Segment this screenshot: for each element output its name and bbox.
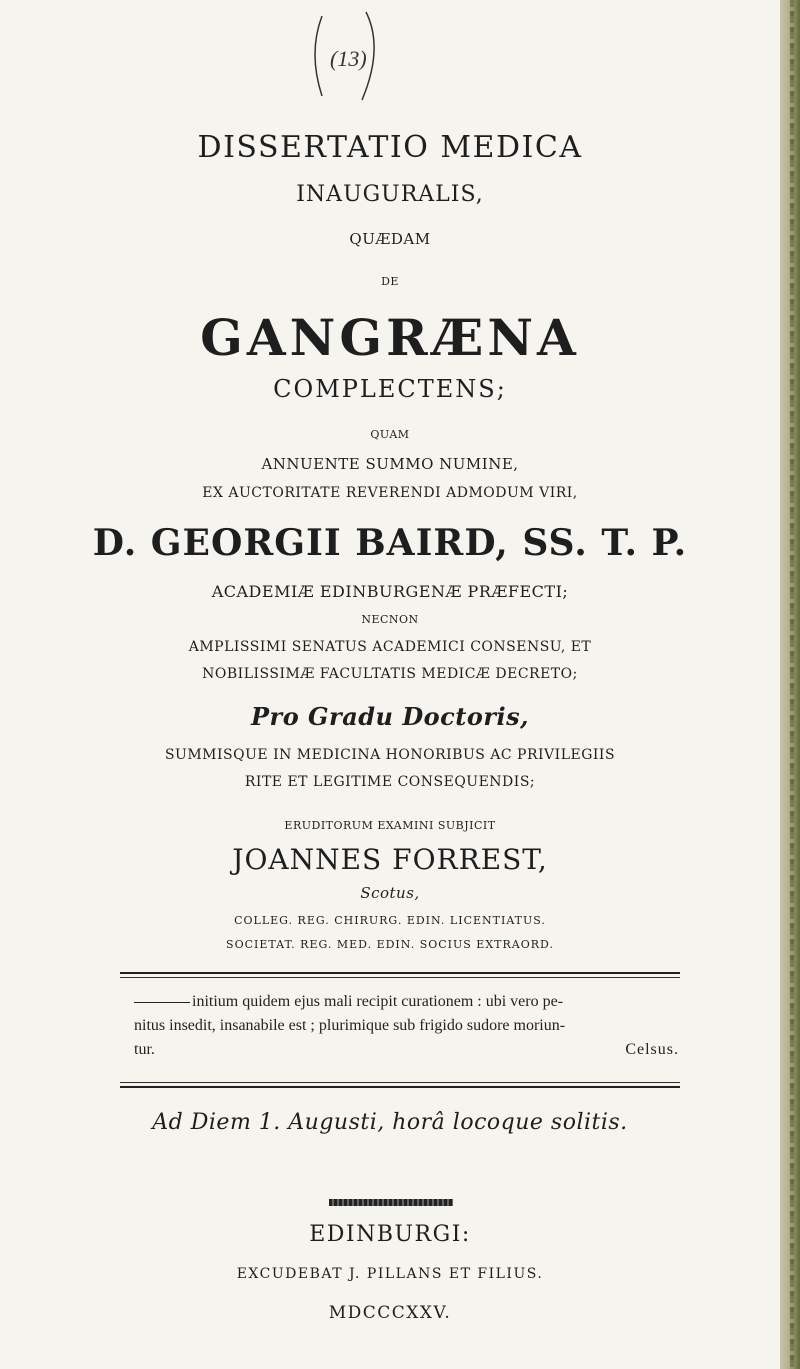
imprint-printer: EXCUDEBAT J. PILLANS ET FILIUS. bbox=[236, 1266, 544, 1282]
epigraph-dash bbox=[134, 1002, 190, 1003]
ornamental-rule bbox=[329, 1199, 453, 1206]
amplissimi-line: AMPLISSIMI SENATUS ACADEMICI CONSENSU, ET bbox=[188, 639, 592, 655]
bottom-rule-thin bbox=[120, 1082, 680, 1083]
epigraph-attribution: Celsus. bbox=[625, 1041, 679, 1058]
gradu-line: Pro Gradu Doctoris, bbox=[251, 702, 529, 731]
annuente-line: ANNUENTE SUMMO NUMINE, bbox=[261, 455, 519, 473]
epigraph-line-2: nitus insedit, insanabile est ; plurimique sub frigido sudore moriun- bbox=[134, 1017, 566, 1034]
top-rule bbox=[120, 972, 680, 974]
rector-name: D. GEORGII BAIRD, SS. T. P. bbox=[92, 522, 688, 564]
quam-line: QUAM bbox=[370, 428, 410, 441]
eruditorum-line: ERUDITORUM EXAMINI SUBJICIT bbox=[284, 819, 496, 832]
rite-line: RITE ET LEGITIME CONSEQUENDIS; bbox=[244, 774, 536, 790]
summisque-line: SUMMISQUE IN MEDICINA HONORIBUS AC PRIVILEGIIS bbox=[164, 747, 616, 763]
title-line-4: DE bbox=[381, 275, 399, 288]
necnon-line: NECNON bbox=[361, 613, 419, 626]
academiae-line: ACADEMIÆ EDINBURGENÆ PRÆFECTI; bbox=[211, 582, 569, 601]
title-line-2: INAUGURALIS, bbox=[296, 182, 484, 207]
epigraph bbox=[134, 990, 679, 1065]
shelf-mark-text: (13) bbox=[330, 46, 367, 71]
epigraph-line-1: initium quidem ejus mali recipit curationem : ubi vero pe- bbox=[192, 993, 564, 1010]
title-line-3: QUÆDAM bbox=[349, 230, 431, 248]
date-line: Ad Diem 1. Augusti, horâ locoque solitis. bbox=[152, 1110, 628, 1135]
author-name: JOANNES FORREST, bbox=[232, 843, 548, 876]
main-title: GANGRÆNA bbox=[200, 308, 580, 367]
bottom-rule bbox=[120, 1086, 680, 1088]
top-rule-thin bbox=[120, 977, 680, 978]
shelf-mark bbox=[300, 8, 390, 103]
auctoritate-line: EX AUCTORITATE REVERENDI ADMODUM VIRI, bbox=[202, 485, 578, 501]
epigraph-line-3: tur. bbox=[134, 1041, 155, 1058]
scotus-line: Scotus, bbox=[360, 884, 420, 902]
societat-line: SOCIETAT. REG. MED. EDIN. SOCIUS EXTRAORD. bbox=[226, 938, 554, 951]
colleg-line: COLLEG. REG. CHIRURG. EDIN. LICENTIATUS. bbox=[234, 914, 546, 927]
title-line-6: COMPLECTENS; bbox=[273, 375, 507, 403]
imprint-year: MDCCCXXV. bbox=[328, 1303, 452, 1323]
imprint-city: EDINBURGI: bbox=[309, 1222, 471, 1247]
title-line-1: DISSERTATIO MEDICA bbox=[197, 130, 583, 165]
binding-edge bbox=[790, 0, 794, 1369]
nobilissimae-line: NOBILISSIMÆ FACULTATIS MEDICÆ DECRETO; bbox=[202, 666, 578, 682]
